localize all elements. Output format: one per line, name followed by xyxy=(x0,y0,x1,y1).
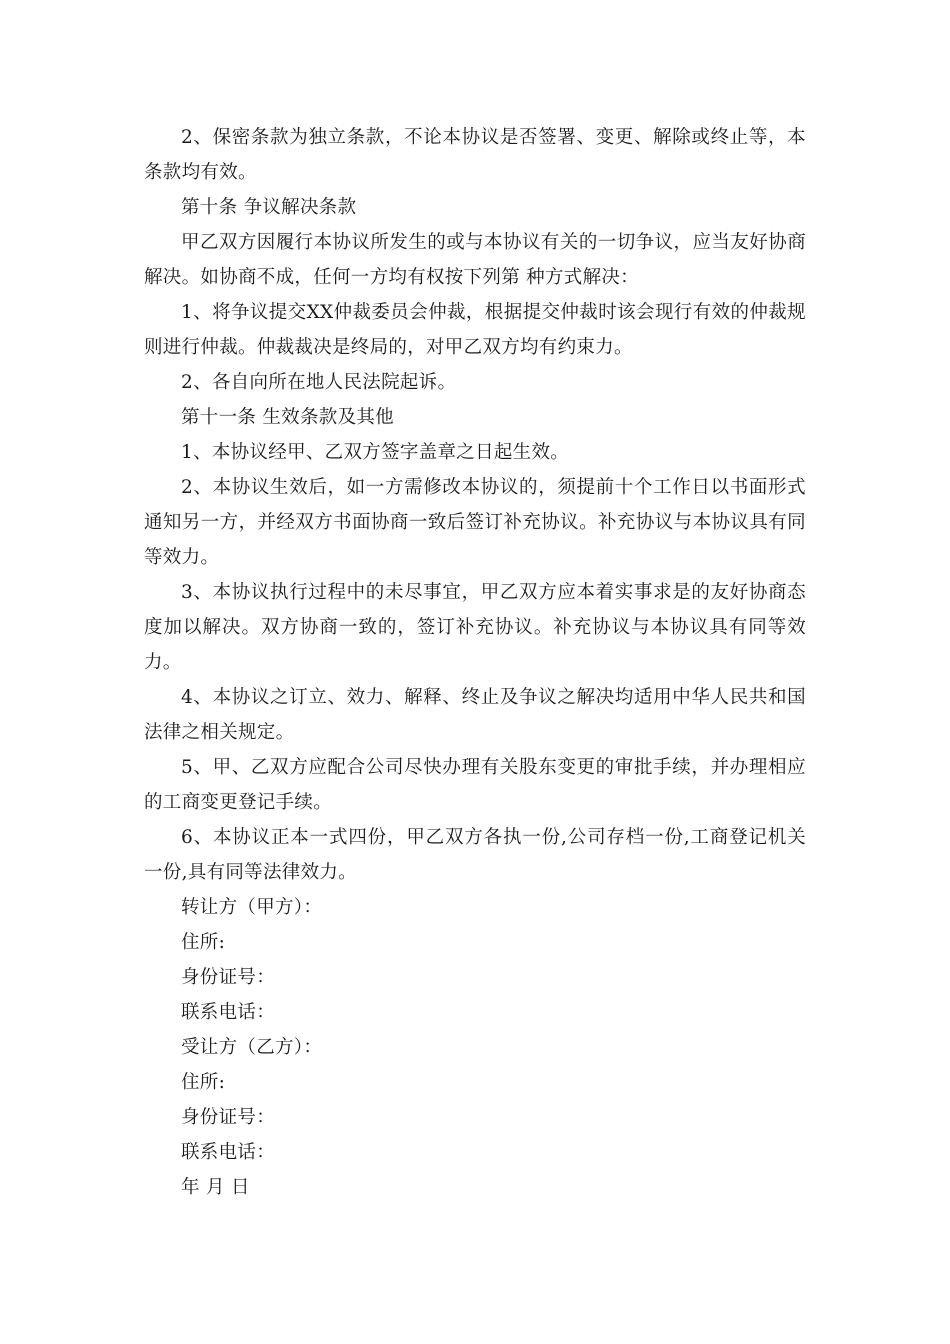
party-a-address-field: 住所: xyxy=(181,932,226,953)
article-10-heading: 第十条 争议解决条款 xyxy=(181,197,357,218)
article-11-item-4: 4、本协议之订立、效力、解释、终止及争议之解决均适用中华人民共和国法律之相关规定。 xyxy=(144,687,806,743)
party-a-phone-field: 联系电话： xyxy=(181,1002,276,1023)
article-10-item-2: 2、各自向所在地人民法院起诉。 xyxy=(181,372,457,393)
party-b-phone-field: 联系电话： xyxy=(181,1142,276,1163)
article-10-intro: 甲乙双方因履行本协议所发生的或与本协议有关的一切争议，应当友好协商解决。如协商不成，任何一方均有权按下列第 种方式解决： xyxy=(144,232,806,288)
article-11-item-6: 6、本协议正本一式四份，甲乙双方各执一份,公司存档一份,工商登记机关一份,具有同等法律效力。 xyxy=(144,827,806,883)
party-b-label: 受让方（乙方）： xyxy=(181,1037,323,1058)
clause-9-item-2: 2、保密条款为独立条款，不论本协议是否签署、变更、解除或终止等，本条款均有效。 xyxy=(144,127,806,183)
party-b-address-field: 住所: xyxy=(181,1072,226,1093)
article-11-item-5: 5、甲、乙双方应配合公司尽快办理有关股东变更的审批手续，并办理相应的工商变更登记手续。 xyxy=(144,757,806,813)
signing-date: 年 月 日 xyxy=(181,1177,250,1198)
article-11-item-3: 3、本协议执行过程中的未尽事宜，甲乙双方应本着实事求是的友好协商态度加以解决。双方协商一致的，签订补充协议。补充协议与本协议具有同等效力。 xyxy=(144,582,806,673)
article-11-item-1: 1、本协议经甲、乙双方签字盖章之日起生效。 xyxy=(181,442,570,463)
article-11-item-2: 2、本协议生效后，如一方需修改本协议的，须提前十个工作日以书面形式通知另一方，并经双方书面协商一致后签订补充协议。补充协议与本协议具有同等效力。 xyxy=(144,477,806,568)
article-10-item-1: 1、将争议提交XX仲裁委员会仲裁，根据提交仲裁时该会现行有效的仲裁规则进行仲裁。仲裁裁决是终局的，对甲乙双方均有约束力。 xyxy=(144,302,806,358)
document-page xyxy=(144,120,806,1205)
signature-block xyxy=(144,890,806,1205)
party-a-label: 转让方（甲方）： xyxy=(181,897,323,918)
party-a-id-field: 身份证号： xyxy=(181,967,276,988)
article-11-heading: 第十一条 生效条款及其他 xyxy=(181,407,394,428)
party-b-id-field: 身份证号： xyxy=(181,1107,276,1128)
